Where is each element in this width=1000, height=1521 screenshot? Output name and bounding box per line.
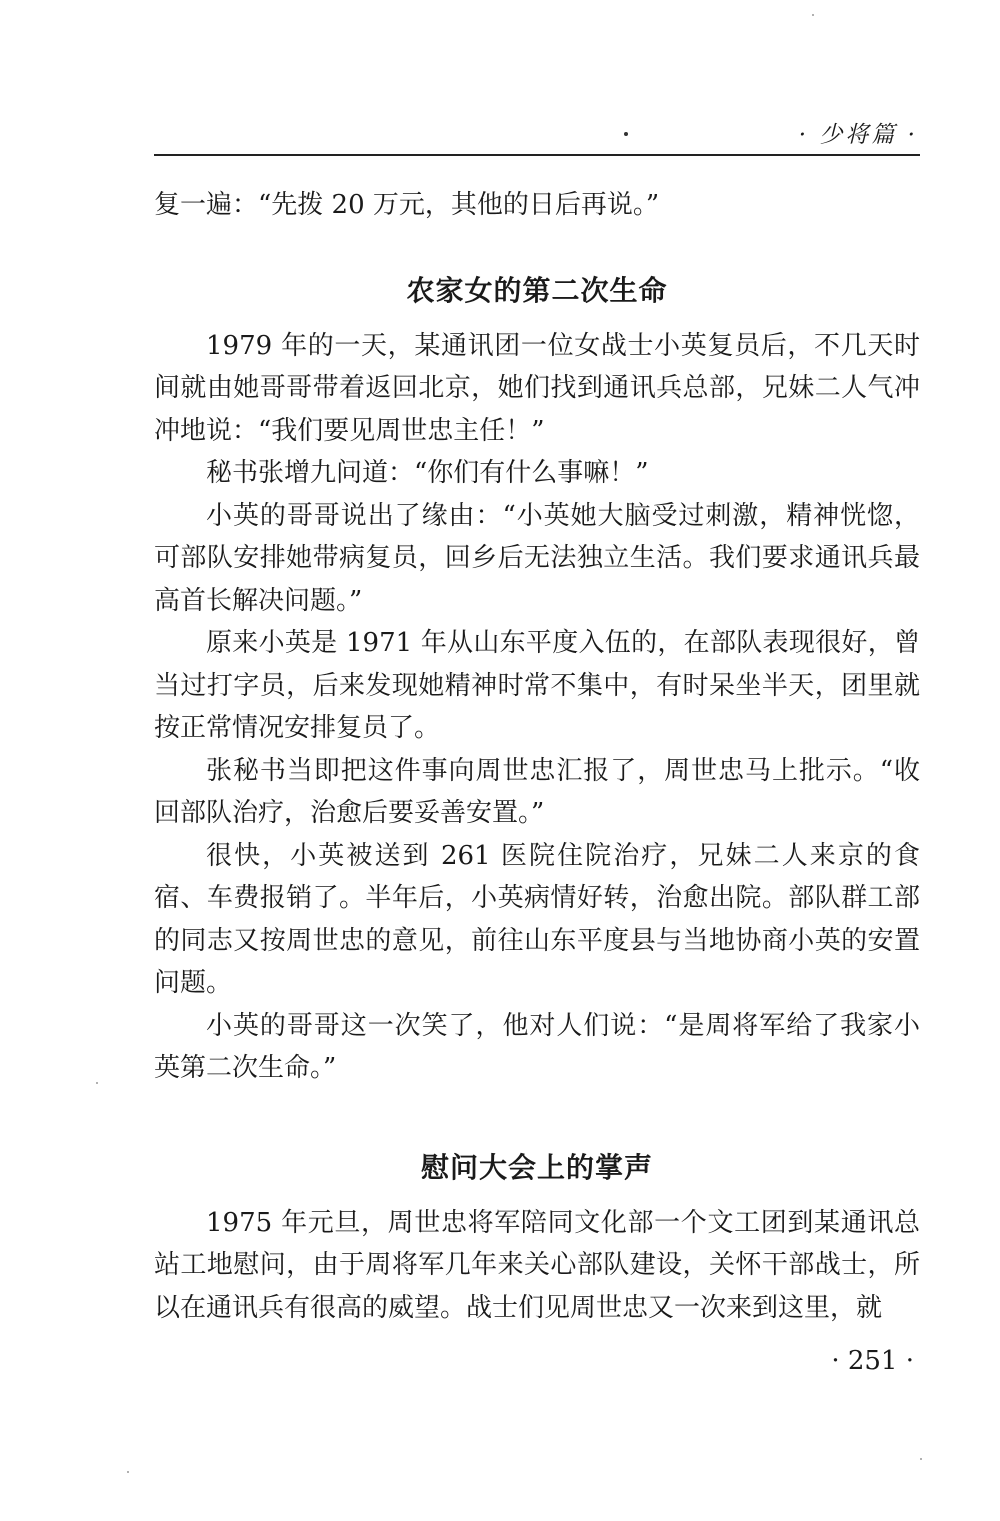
header-rule [154, 154, 920, 156]
paragraph: 1975 年元旦，周世忠将军陪同文化部一个文工团到某通讯总站工地慰问，由于周将军几年来关心部队建设，关怀干部战士，所以在通讯兵有很高的威望。战士们见周世忠又一次来到这里，就 [154, 1207, 920, 1323]
header-dot-mark [624, 132, 628, 136]
paragraph: 1979 年的一天，某通讯团一位女战士小英复员后，不几天时间就由她哥哥带着返回北京，她们找到通讯兵总部，兄妹二人气冲冲地说：“我们要见周世忠主任！” [154, 330, 920, 446]
paragraph: 小英的哥哥这一次笑了，他对人们说：“是周将军给了我家小英第二次生命。” [154, 1010, 920, 1083]
paragraph: 张秘书当即把这件事向周世忠汇报了，周世忠马上批示。“收回部队治疗，治愈后要妥善安置。” [154, 755, 920, 828]
paragraph: 很快，小英被送到 261 医院住院治疗，兄妹二人来京的食宿、车费报销了。半年后，小英病情好转，治愈出院。部队群工部的同志又按周世忠的意见，前往山东平度县与当地协商小英的安置问题。 [154, 840, 920, 998]
section-title-1: 农家女的第二次生命 [406, 273, 668, 307]
body-text [154, 184, 920, 1329]
paragraph-continued: 复一遍：“先拨 20 万元，其他的日后再说。” [154, 190, 660, 220]
scan-speck [96, 1082, 98, 1084]
scan-speck [127, 1471, 129, 1473]
paragraph: 原来小英是 1971 年从山东平度入伍的，在部队表现很好，曾当过打字员，后来发现她精神时常不集中，有时呆坐半天，团里就按正常情况安排复员了。 [154, 628, 920, 743]
section-title-2: 慰问大会上的掌声 [420, 1150, 653, 1184]
scan-speck [920, 1458, 922, 1460]
paragraph: 秘书张增九问道：“你们有什么事嘛！” [206, 458, 649, 488]
page-number: · 251 · [831, 1346, 914, 1376]
paragraph: 小英的哥哥说出了缘由：“小英她大脑受过刺激，精神恍惚，可部队安排她带病复员，回乡后无法独立生活。我们要求通讯兵最高首长解决问题。” [154, 500, 920, 616]
scan-speck [812, 14, 814, 16]
running-head: · 少将篇 · [798, 122, 918, 148]
